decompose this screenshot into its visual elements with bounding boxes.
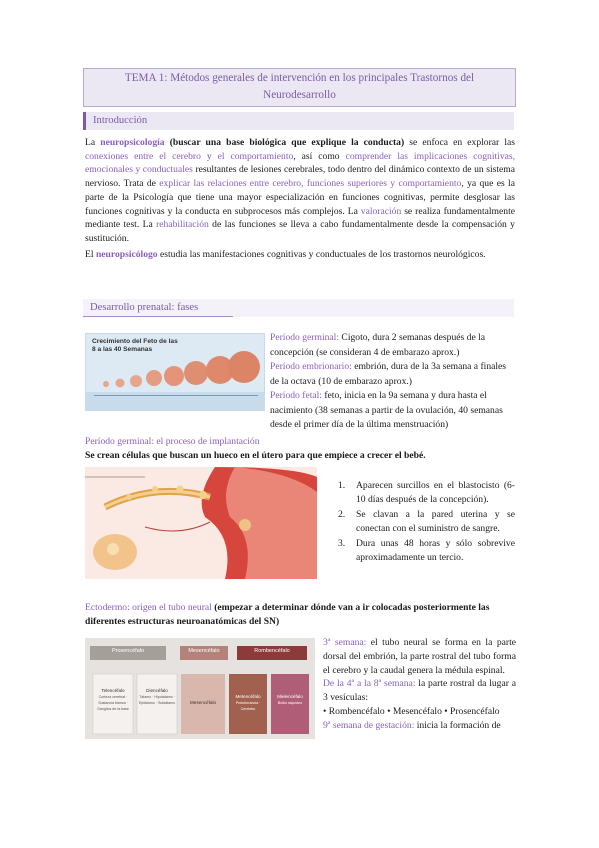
fetal-growth-image [85,333,265,411]
prenatal-periods [270,331,514,433]
highlight-text: valoración [360,205,402,217]
vesicle-label: Rombencéfalo [254,648,290,654]
vesicle-diagram [85,638,315,739]
subdivision-label: Diencéfalo Tálamo · Hipotálamo · Epitálamo · Subtálamo [138,688,176,705]
highlight-text: explicar las relaciones entre cerebro, funciones superiores y comportamiento [159,178,462,190]
implantation-image [85,467,317,579]
step-item: 3. Dura unas 48 horas y sólo sobrevive aproximadamente un tercio. [338,538,515,563]
germinal-bold-line: Se crean células que buscan un hueco en el útero para que empiece a crecer el bebé. [85,450,426,461]
subdivision-label: Mielencéfalo Bulbo raquídeo [277,694,303,705]
intro-paragraph-2: El neuropsicólogo estudia las manifestaciones cognitivas y conductuales de los trastornos neurológicos. [85,249,486,260]
title-line-2: Neurodesarrollo [263,89,336,101]
heading-accent-bar [83,112,86,130]
term-neuropsicologia: neuropsicología [100,137,165,148]
fetus-illustration [86,334,264,410]
highlight-text: comprender las implicaciones cognitivas, emocionales y conductuales [85,150,516,176]
note-item: 9ª semana de gestación: inicia la formación de [323,719,501,731]
section-heading-intro [83,112,514,130]
highlight-text: conexiones entre el cerebro y el comportamiento [85,150,294,162]
note-item: 3ª semana: el tubo neural se forma en la parte dorsal del embrión, la parte rostral del tubo forma el cerebro y la caudal genera la médula espinal. [323,637,516,676]
image-caption: Crecimiento del Feto de las 8 a las 40 Semanas [92,338,178,353]
ectodermo-heading: Ectodermo: origen el tubo neural (empezar a determinar dónde van a ir colocadas posteriormente las diferentes estructuras neuroanatómicas del SN) [85,602,490,627]
section-heading-label: Desarrollo prenatal: fases [90,302,199,313]
term-neuropsicologo: neuropsicólogo [95,249,158,260]
subdivision-label: Telencéfalo Corteza cerebral · Sustancia blanca · Ganglios de la base [97,688,129,711]
step-item: 2. Se clavan a la pared uterina y se conectan con el suministro de sangre. [338,509,515,534]
note-item: • Rombencéfalo • Mesencéfalo • Prosencéfalo [323,705,500,717]
vesicle-label: Mesencéfalo [188,648,220,654]
implantation-steps [338,479,515,567]
heading-underline [83,316,233,317]
subdivision-label: Mesencéfalo [189,700,217,705]
title-line-1: TEMA 1: Métodos generales de intervención en los principales Trastornos del [124,72,475,84]
uterus-illustration [85,467,317,579]
period-embrionario: Período embrionario: embrión, dura de la 3a semana a finales de la octava (10 de embarazo aprox.) [270,361,507,387]
section-heading-label: Introducción [93,115,148,126]
germinal-heading: Período germinal: el proceso de implantación [85,436,260,447]
ectodermo-notes [323,636,516,733]
note-item: De la 4ª a la 8ª semana: la parte rostral da lugar a 3 vesículas: [323,678,516,704]
bold-note: (buscar una base biológica que explique la conducta) [169,137,405,148]
page-title [83,68,516,107]
intro-paragraph-1: La neuropsicología (buscar una base biológica que explique la conducta) se enfoca en explorar las conexiones entre el cerebro y el comportamiento, así como comprender las implicaciones cognitivas, emocionales y conductuales resultantes de lesiones cerebrales, todo dentro del dinámico contexto de un sistema nervioso. Trata de explicar las relaciones entre cerebro, funciones superiores y comportamiento, ya que es la parte de la Psicología que tiene una mayor especialización en funciones cognitivas, permite desglosar las funciones cognitivas y la conducta en subprocesos más complejos. La valoración se realiza fundamentalmente mediante test. La rehabilitación de las funciones se lleva a cabo fundamentalmente desde la compensación y sustitución. [85,137,516,244]
period-germinal: Período germinal: Cigoto, dura 2 semanas después de la concepción (se consideran 4 de embarazo aprox.) [270,332,486,358]
highlight-text: rehabilitación [156,219,209,231]
period-fetal: Período fetal: feto, inicia en la 9a semana y dura hasta el nacimiento (38 semanas a partir de la ovulación, 40 semanas desde el primer día de la última menstruación) [270,390,503,430]
vesicle-label: Prosencéfalo [111,648,145,654]
subdivision-label: Metencéfalo Protuberancia · Cerebelo [235,694,261,711]
section-heading-prenatal [83,299,514,317]
step-item: 1. Aparecen surcillos en el blastocisto (6-10 días después de la concepción). [338,480,515,505]
